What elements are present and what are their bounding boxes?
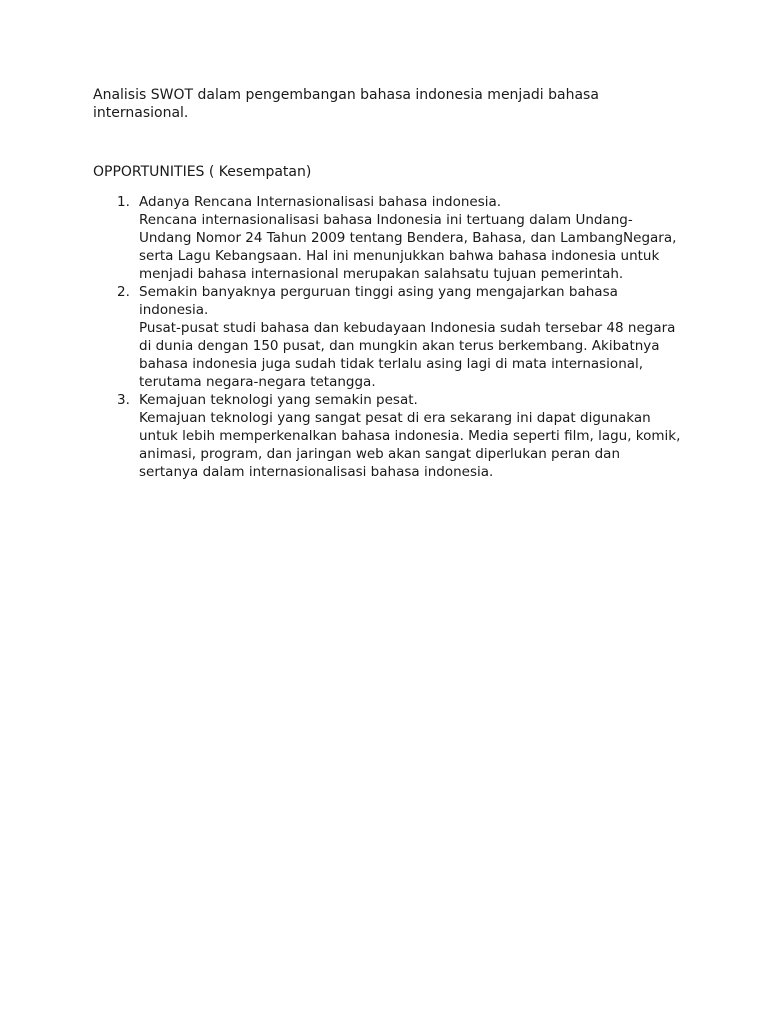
list-item-title: Semakin banyaknya perguruan tinggi asing yang mengajarkan bahasa indonesia. xyxy=(139,284,618,318)
list-item-title: Kemajuan teknologi yang semakin pesat. xyxy=(139,392,418,408)
list-item-title: Adanya Rencana Internasionalisasi bahasa indonesia. xyxy=(139,194,502,210)
list-item-body: Rencana internasionalisasi bahasa Indonesia ini tertuang dalam Undang-Undang Nomor 24 Tahun 2009 tentang Bendera, Bahasa, dan LambangNegara, serta Lagu Kebangsaan. Hal ini menunjukkan bahwa bahasa indonesia untuk menjadi bahasa internasional merupakan salahsatu tujuan pemerintah. xyxy=(139,212,677,282)
document-title: Analisis SWOT dalam pengembangan bahasa indonesia menjadi bahasa internasional. xyxy=(93,87,599,121)
list-item-body: Pusat-pusat studi bahasa dan kebudayaan Indonesia sudah tersebar 48 negara di dunia dengan 150 pusat, dan mungkin akan terus berkembang. Akibatnya bahasa indonesia juga sudah tidak terlalu asing lagi di mata internasional, terutama negara-negara tetangga. xyxy=(139,320,676,390)
list-item xyxy=(93,283,683,391)
list-item xyxy=(93,193,683,283)
list-item xyxy=(93,391,683,481)
section-heading-opportunities: OPPORTUNITIES ( Kesempatan) xyxy=(93,164,312,180)
list-item-body: Kemajuan teknologi yang sangat pesat di era sekarang ini dapat digunakan untuk lebih memperkenalkan bahasa indonesia. Media seperti film, lagu, komik, animasi, program, dan jaringan web akan sangat diperlukan peran dan sertanya dalam internasionalisasi bahasa indonesia. xyxy=(139,410,681,480)
list-item-number: 1. xyxy=(117,194,130,210)
opportunities-list xyxy=(93,193,683,481)
list-item-number: 2. xyxy=(117,284,130,300)
list-item-number: 3. xyxy=(117,392,130,408)
